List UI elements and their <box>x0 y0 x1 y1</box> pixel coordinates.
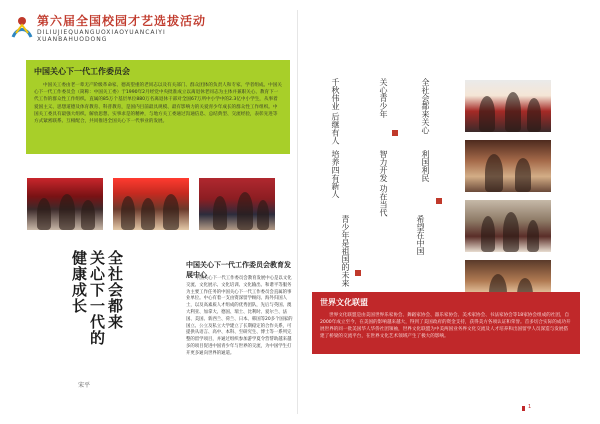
right-page <box>305 5 595 419</box>
calligraphy-small-7: 青少年是祖国的未来 <box>341 215 350 287</box>
event-photo-5 <box>465 140 551 192</box>
event-photo-6 <box>465 200 551 252</box>
calligraphy-small-5: 智力开发 功在当代 <box>379 150 388 217</box>
calligraphy-signature: 宋平 <box>78 382 91 389</box>
calligraphy-small-3: 全社会都来关心 <box>421 78 430 134</box>
world-culture-title: 世界文化联盟 <box>320 298 368 307</box>
seal-stamp-1 <box>392 130 398 136</box>
calligraphy-small-8: 希望在中国 <box>416 215 425 255</box>
event-title: 第六届全国校园才艺选拔活动 <box>37 14 207 28</box>
committee-title: 中国关心下一代工作委员会 <box>34 67 130 76</box>
calligraphy-small-1: 千秋伟业 后继有人 <box>331 78 340 145</box>
seal-stamp-3 <box>355 270 361 276</box>
event-subtitle <box>37 29 166 43</box>
calligraphy-column-3: 健康成长 <box>70 250 88 314</box>
committee-section <box>26 60 290 154</box>
event-header <box>11 11 211 51</box>
event-photo-3 <box>199 178 275 230</box>
calligraphy-small-2: 关心青少年 <box>379 78 388 118</box>
page-number-marker <box>522 406 525 411</box>
world-culture-body: 世界文化联盟是由美国世界乐家协会、舞蹈家协会、器乐家协会、美术家协会、书法家协会等18家协会组成的社团，自2000年成立至今，在美国的影响越来越大，得到了美国政府的资金支持，获得美方各项认证和荣誉。首多切合实际的成功开展世界的同一批美国华人华侨社团领袖，世界文化联盟为中美两国业务界文化交流及人才培养和出国留学人员深造与发展搭建了桥梁的交流平台，在世界文化艺术领域产生了极大的影响。 <box>320 313 571 339</box>
page-number-text: 1 <box>528 404 532 410</box>
calligraphy-small-4: 培养四有新人 <box>331 150 340 198</box>
education-center-title: 中国关心下一代工作委员会教育发展中心 <box>186 261 291 279</box>
education-center-body: 中国关心下一代工作委员会教育发展中心是以文化交流、文化展示、文化培训、文化输出、和谐平等服务为主要工作任务的中国关心下一代工作委员会直属的事业单位。中心有着一支由资深留学顾问、海外归国人士，以及高素质人才组成的优秀团队，先后与英国、澳大利亚、加拿大、德国、瑞士、比利时、爱尔兰、法国、美国、新西兰、荷兰、日本、韩国等20多个国家的国立、公立及私立大学建立了长期稳定的合作关系，可提供从语言、高中、本科、至研究生、博士等一系列完整的留学项目，并通过组织参加游学夏令营帮助越来越多的项目促进中国青少年与世界的交流，为中国学生打开更多通向世界的通道。 <box>186 276 293 356</box>
calligraphy-small-6: 利国利民 <box>421 150 430 182</box>
world-culture-section <box>312 292 580 354</box>
event-photo-4 <box>465 80 551 132</box>
seal-stamp-2 <box>436 198 442 204</box>
event-subtitle-line2: XUANBAHUODONG <box>37 36 108 43</box>
calligraphy-column-2: 关心下一代的 <box>88 250 106 346</box>
calligraphy-large <box>70 250 124 380</box>
calligraphy-column-1: 全社会都来 <box>106 250 124 330</box>
page-spine <box>297 10 298 414</box>
event-subtitle-line1: DILIUJIEQUANGUOXIAOYUANCAIYI <box>37 29 166 36</box>
event-photo-2 <box>113 178 189 230</box>
event-photo-1 <box>27 178 103 230</box>
committee-body: 中国关工委由老一辈无产阶级革命家、德高望重的老同志以及有关部门、群众团体的负责人和专家、学者组成。中国关心下一代工作委员会（简称：中国关工委）于1990年2月经党中央批准成立以离退休老同志为主体并兼职关心、教育下一代工作的群众性工作组织。直属的85万个基层单位880万名离退休干部对全国67万所中小学中的2.3亿中小学生，从事着爱国主义、思想道德及体育教育、科普教育，是国内目前最具规模、最有影响力的关爱青少年成长的群众性工作组织。中国关工委具有最强大组织、解放思想、实事求是的精神，与地方关工委通过沟通信息、总结典型、交流经验，表彰先进等方式紧密联系、互相配合，共同推进全国关心下一代事业的发展。 <box>34 83 282 125</box>
event-logo-icon <box>11 15 33 39</box>
page-number <box>522 404 562 412</box>
